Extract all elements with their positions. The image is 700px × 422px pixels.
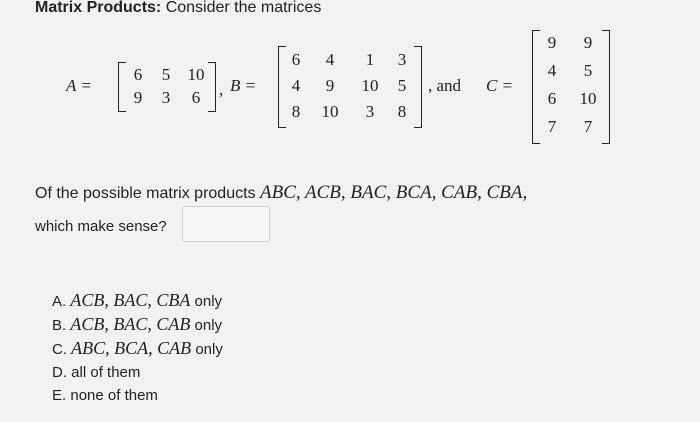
option-math: ACB, BAC, CAB <box>70 314 191 334</box>
option-letter: B. <box>52 317 67 334</box>
option-d[interactable] <box>52 364 140 381</box>
matrix-c <box>532 30 610 144</box>
matrix-a <box>118 62 216 112</box>
problem-title <box>35 0 321 17</box>
matrix-b-cell: 3 <box>365 102 375 121</box>
option-suffix: only <box>190 317 223 334</box>
matrix-b-cell: 1 <box>365 50 375 69</box>
matrix-c-cell: 6 <box>547 89 557 108</box>
matrix-c-cell: 10 <box>579 89 597 108</box>
problem-title-bold: Matrix Products: <box>35 0 162 16</box>
matrix-b-cell: 6 <box>291 50 301 69</box>
question-prompt: which make sense? <box>35 218 167 235</box>
matrix-b-cell: 10 <box>361 76 379 95</box>
option-a[interactable] <box>52 290 222 311</box>
problem-title-rest: Consider the matrices <box>161 0 322 16</box>
matrix-b-cell: 10 <box>321 102 339 121</box>
matrix-b <box>278 46 422 128</box>
matrix-a-cell: 6 <box>191 88 201 107</box>
matrix-b-cell: 8 <box>397 102 407 121</box>
matrix-b-cell: 9 <box>325 76 335 95</box>
matrix-b-cell: 8 <box>291 102 301 121</box>
option-b[interactable] <box>52 314 222 335</box>
option-suffix: only <box>191 341 223 358</box>
option-letter: A. <box>52 293 67 310</box>
option-suffix: none of them <box>70 387 158 404</box>
matrix-b-cell: 4 <box>291 76 301 95</box>
option-math: ACB, BAC, CBA <box>70 290 191 310</box>
matrix-b-cell: 4 <box>325 50 335 69</box>
option-letter: D. <box>52 364 67 381</box>
matrix-a-cell: 9 <box>133 88 143 107</box>
option-c[interactable] <box>52 338 223 359</box>
comma-separator: , <box>219 80 224 99</box>
option-letter: E. <box>52 387 67 404</box>
option-e[interactable] <box>52 387 158 404</box>
matrix-b-cell: 3 <box>397 50 407 69</box>
matrix-c-cell: 9 <box>547 33 557 52</box>
matrix-a-cell: 6 <box>133 65 143 84</box>
question-products: ABC, ACB, BAC, BCA, CAB, CBA, <box>259 182 528 203</box>
matrix-c-label: C = <box>486 76 514 95</box>
option-suffix: all of them <box>71 364 141 381</box>
question-prefix: Of the possible matrix products <box>35 185 260 202</box>
matrix-c-cell: 4 <box>547 61 557 80</box>
matrix-c-cell: 7 <box>547 117 557 136</box>
matrix-a-cell: 3 <box>161 88 171 107</box>
option-math: ABC, BCA, CAB <box>71 338 192 358</box>
option-letter: C. <box>52 341 67 358</box>
question-text <box>35 182 527 204</box>
matrix-b-label: B = <box>230 76 257 95</box>
matrix-a-cell: 5 <box>161 65 171 84</box>
matrix-c-cell: 9 <box>583 33 593 52</box>
matrix-c-cell: 5 <box>583 61 593 80</box>
answer-input[interactable] <box>182 206 270 242</box>
matrix-c-cell: 7 <box>583 117 593 136</box>
matrix-b-cell: 5 <box>397 76 407 95</box>
and-connector: , and <box>428 76 462 95</box>
matrix-a-label: A = <box>66 76 92 95</box>
option-suffix: only <box>190 293 223 310</box>
matrix-a-cell: 10 <box>187 65 205 84</box>
